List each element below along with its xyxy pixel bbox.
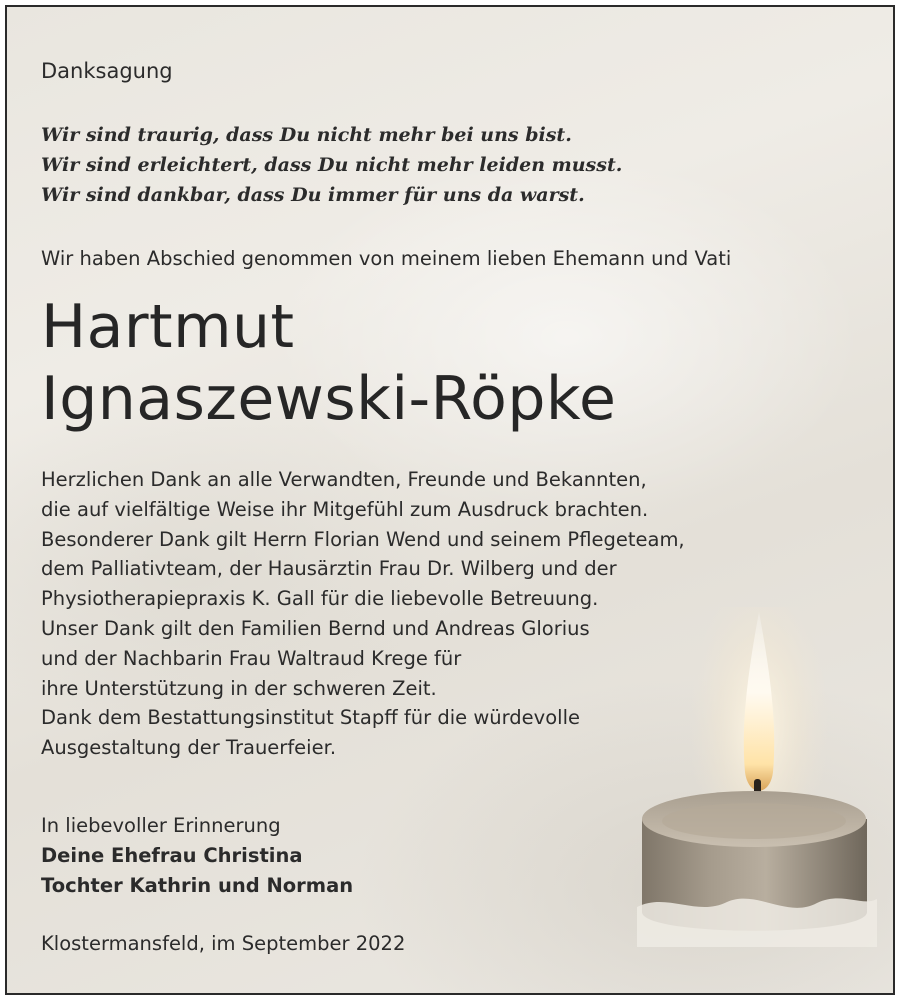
thanks-line: ihre Unterstützung in der schweren Zeit.	[41, 676, 437, 700]
thanks-line: Herzlichen Dank an alle Verwandten, Freunde und Bekannten,	[41, 468, 647, 491]
verse-line: Wir sind erleichtert, dass Du nicht mehr leiden musst.	[41, 154, 623, 176]
thanks-line: Physiotherapiepraxis K. Gall für die liebevolle Betreuung.	[41, 587, 599, 611]
thanks-line: Unser Dank gilt den Familien Bernd und Andreas Glorius	[41, 616, 590, 640]
candle-rim	[662, 803, 846, 839]
thanks-line: und der Nachbarin Frau Waltraud Krege für	[41, 646, 462, 670]
verse-line: Wir sind traurig, dass Du nicht mehr bei uns bist.	[41, 124, 572, 146]
thanks-line: Dank dem Bestattungsinstitut Stapff für die würdevolle	[41, 706, 580, 730]
closing	[41, 811, 353, 901]
place-date: Klostermansfeld, im September 2022	[41, 932, 406, 955]
thanks-line: dem Palliativteam, der Hausärztin Frau Dr. Wilberg und der	[41, 557, 617, 581]
candle-icon	[637, 607, 877, 947]
thanks-line: Ausgestaltung der Trauerfeier.	[41, 736, 337, 760]
thanks-line: die auf vielfältige Weise ihr Mitgefühl zum Ausdruck brachten.	[41, 497, 649, 521]
verse	[41, 120, 622, 210]
deceased-name	[41, 291, 616, 435]
closing-line: In liebevoller Erinnerung	[41, 814, 281, 837]
verse-line: Wir sind dankbar, dass Du immer für uns da warst.	[41, 184, 585, 206]
thanks-line: Besonderer Dank gilt Herrn Florian Wend und seinem Pflegeteam,	[41, 527, 685, 551]
first-name: Hartmut	[41, 292, 295, 362]
signer-wife: Deine Ehefrau Christina	[41, 844, 303, 867]
heading: Danksagung	[41, 59, 173, 83]
signer-children: Tochter Kathrin und Norman	[41, 874, 354, 897]
thanks-text	[41, 465, 685, 763]
intro-text: Wir haben Abschied genommen von meinem lieben Ehemann und Vati	[41, 247, 732, 270]
fur-foreground	[637, 898, 877, 947]
last-name: Ignaszewski-Röpke	[41, 364, 617, 434]
obituary-notice	[5, 5, 895, 995]
